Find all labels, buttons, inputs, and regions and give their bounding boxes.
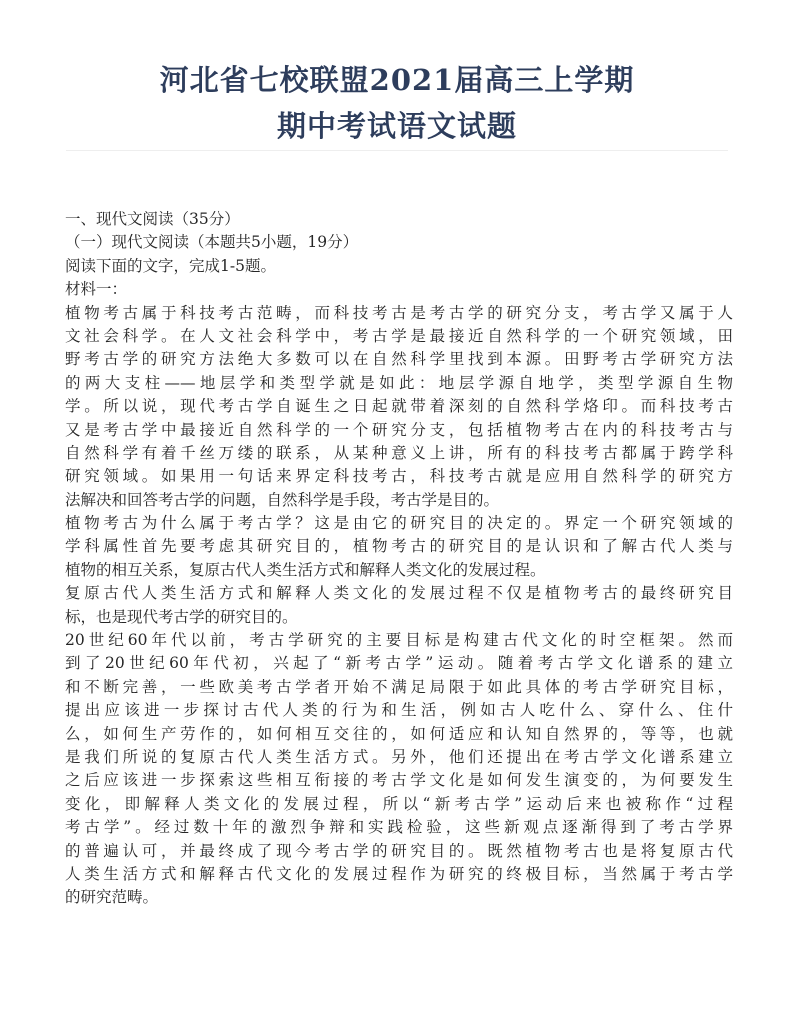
text-line: 植物考古为什么属于考古学？这是由它的研究目的决定的。界定一个研究领域的 bbox=[65, 514, 733, 533]
reading-instruction: 阅读下面的文字，完成1-5题。 bbox=[65, 256, 276, 275]
text-line: 的普遍认可，并最终成了现今考古学的研究目的。既然植物考古也是将复原古代 bbox=[65, 841, 733, 860]
text-line: 么，如何生产劳作的，如何相互交往的，如何适应和认知自然界的，等等，也就 bbox=[65, 724, 733, 743]
text-line: 之后应该进一步探索这些相互衔接的考古学文化是如何发生演变的，为何要发生 bbox=[65, 771, 733, 790]
document-title-line-2: 期中考试语文试题 bbox=[276, 109, 517, 143]
text-line: 标，也是现代考古学的研究目的。 bbox=[65, 607, 298, 626]
paragraph bbox=[65, 512, 733, 582]
text-line: 变化，即解释人类文化的发展过程，所以“新考古学”运动后来也被称作“过程 bbox=[65, 794, 733, 813]
paragraph bbox=[65, 629, 733, 910]
text-line: 到了20世纪60年代初，兴起了“新考古学”运动。随着考古学文化谱系的建立 bbox=[65, 654, 733, 673]
text-line: 植物的相互关系，复原古代人类生活方式和解释人类文化的发展过程。 bbox=[65, 560, 546, 579]
text-line: 学科属性首先要考虑其研究目的，植物考古的研究目的是认识和了解古代人类与 bbox=[65, 537, 733, 556]
text-line: 文社会科学。在人文社会科学中，考古学是最接近自然科学的一个研究领域，田 bbox=[65, 326, 733, 345]
text-line: 的两大支柱——地层学和类型学就是如此：地层学源自地学，类型学源自生物 bbox=[65, 373, 733, 392]
text-line: 复原古代人类生活方式和解释人类文化的发展过程不仅是植物考古的最终研究目 bbox=[65, 584, 733, 603]
text-line: 学。所以说，现代考古学自诞生之日起就带着深刻的自然科学烙印。而科技考古 bbox=[65, 397, 733, 416]
text-line: 和不断完善，一些欧美考古学者开始不满足局限于如此具体的考古学研究目标， bbox=[65, 677, 733, 696]
text-line: 自然科学有着千丝万缕的联系，从某种意义上讲，所有的科技考古都属于跨学科 bbox=[65, 443, 733, 462]
text-line: 人类生活方式和解释古代文化的发展过程作为研究的终极目标，当然属于考古学 bbox=[65, 864, 733, 883]
text-line: 是我们所说的复原古代人类生活方式。另外，他们还提出在考古学文化谱系建立 bbox=[65, 747, 733, 766]
paragraph bbox=[65, 582, 733, 629]
document-body bbox=[65, 208, 733, 910]
text-line: 20世纪60年代以前，考古学研究的主要目标是构建古代文化的时空框架。然而 bbox=[65, 631, 733, 650]
text-line: 法解决和回答考古学的问题，自然科学是手段，考古学是目的。 bbox=[65, 490, 500, 509]
text-line: 植物考古属于科技考古范畴，而科技考古是考古学的研究分支，考古学又属于人 bbox=[65, 303, 733, 322]
material-label: 材料一： bbox=[65, 280, 128, 299]
text-line: 又是考古学中最接近自然科学的一个研究分支，包括植物考古在内的科技考古与 bbox=[65, 420, 733, 439]
section-heading: 一、现代文阅读（35分） bbox=[65, 210, 240, 228]
text-line: 野考古学的研究方法绝大多数可以在自然科学里找到本源。田野考古学研究方法 bbox=[65, 350, 733, 369]
text-line: 研究领域。如果用一句话来界定科技考古，科技考古就是应用自然科学的研究方 bbox=[65, 467, 733, 486]
subsection-heading: （一）现代文阅读（本题共5小题，19分） bbox=[65, 233, 359, 252]
paragraph bbox=[65, 302, 733, 513]
text-line: 的研究范畴。 bbox=[65, 888, 159, 907]
title-divider bbox=[66, 150, 728, 151]
text-line: 提出应该进一步探讨古代人类的行为和生活，例如古人吃什么、穿什么、住什 bbox=[65, 701, 733, 720]
document-title-line-1: 河北省七校联盟2021届高三上学期 bbox=[159, 63, 635, 97]
text-line: 考古学”。经过数十年的激烈争辩和实践检验，这些新观点逐渐得到了考古学界 bbox=[65, 818, 733, 837]
